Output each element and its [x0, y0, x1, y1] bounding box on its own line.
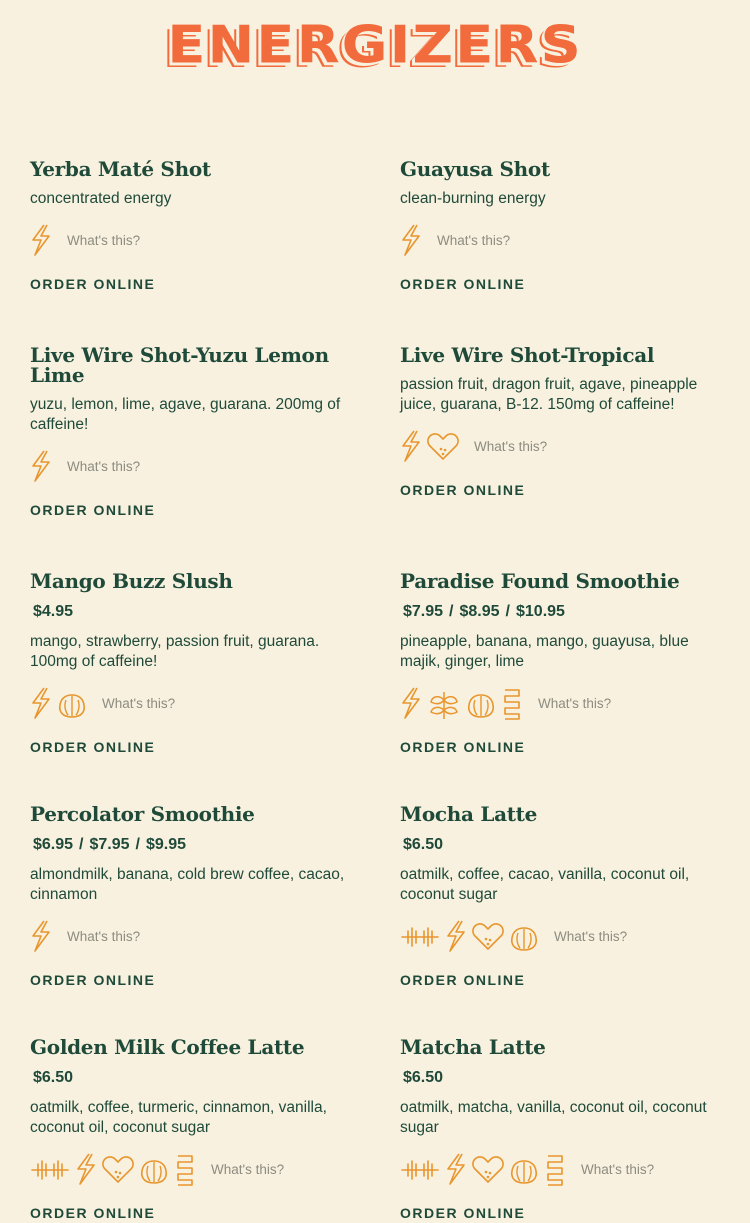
menu-item — [30, 159, 360, 294]
brain-icon — [139, 1152, 169, 1186]
item-description: almondmilk, banana, cold brew coffee, cacao, cinnamon — [30, 866, 345, 903]
price-separator: / — [135, 836, 140, 853]
item-description: oatmilk, coffee, turmeric, cinnamon, vanilla, coconut oil, coconut sugar — [30, 1099, 327, 1136]
capsule-icon — [472, 919, 504, 953]
item-description: concentrated energy — [30, 190, 172, 207]
item-description: passion fruit, dragon fruit, agave, pineapple juice, guarana, B-12. 150mg of caffeine! — [400, 376, 698, 413]
brain-icon — [466, 686, 496, 720]
order-online-link[interactable]: ORDER ONLINE — [400, 1205, 526, 1221]
bolt-icon — [30, 919, 52, 953]
menu-item — [30, 345, 360, 520]
capsule-icon — [427, 429, 459, 463]
item-description: yuzu, lemon, lime, agave, guarana. 200mg of caffeine! — [30, 396, 341, 433]
bolt-icon — [445, 919, 467, 953]
item-attribute-icons — [30, 686, 360, 720]
order-online-link[interactable]: ORDER ONLINE — [400, 482, 526, 498]
order-online-link[interactable]: ORDER ONLINE — [30, 972, 156, 988]
price-value: $7.95 — [403, 603, 444, 620]
whats-this-link[interactable]: What's this? — [437, 232, 511, 248]
brain-icon — [57, 686, 87, 720]
item-name: Paradise Found Smoothie — [400, 569, 680, 593]
menu-item — [400, 1037, 730, 1223]
item-price — [30, 835, 360, 855]
capsule-icon — [102, 1152, 134, 1186]
item-price — [30, 1068, 360, 1088]
item-attribute-icons — [30, 223, 360, 257]
item-attribute-icons — [400, 429, 730, 463]
gut-icon — [174, 1152, 196, 1186]
item-price — [30, 602, 360, 622]
price-value: $10.95 — [516, 603, 565, 620]
whats-this-link[interactable]: What's this? — [67, 928, 141, 944]
price-value: $6.50 — [403, 1069, 444, 1086]
bolt-icon — [400, 429, 422, 463]
bolt-icon — [400, 686, 422, 720]
capsule-icon — [472, 1152, 504, 1186]
dumbbell-icon — [400, 919, 440, 953]
item-description: clean-burning energy — [400, 190, 546, 207]
price-value: $8.95 — [459, 603, 500, 620]
item-name: Live Wire Shot-Yuzu Lemon Lime — [30, 343, 329, 387]
menu-item — [400, 571, 730, 757]
gut-icon — [501, 686, 523, 720]
dumbbell-icon — [30, 1152, 70, 1186]
page-title: ENERGIZERS — [167, 15, 583, 76]
item-attribute-icons — [400, 686, 730, 720]
whats-this-link[interactable]: What's this? — [102, 695, 176, 711]
menu-item — [400, 345, 730, 500]
price-separator: / — [449, 603, 454, 620]
item-name: Golden Milk Coffee Latte — [30, 1035, 305, 1059]
leaf-icon — [427, 686, 461, 720]
bolt-icon — [400, 223, 422, 257]
price-value: $6.50 — [403, 836, 444, 853]
item-name: Guayusa Shot — [400, 157, 550, 181]
item-description: pineapple, banana, mango, guayusa, blue majik, ginger, lime — [400, 633, 689, 670]
item-description: oatmilk, matcha, vanilla, coconut oil, coconut sugar — [400, 1099, 707, 1136]
menu-item — [30, 804, 360, 990]
bolt-icon — [30, 686, 52, 720]
item-description: mango, strawberry, passion fruit, guarana. 100mg of caffeine! — [30, 633, 320, 670]
bolt-icon — [30, 223, 52, 257]
menu-item — [30, 571, 360, 757]
whats-this-link[interactable]: What's this? — [67, 232, 141, 248]
whats-this-link[interactable]: What's this? — [581, 1161, 655, 1177]
order-online-link[interactable]: ORDER ONLINE — [400, 739, 526, 755]
dumbbell-icon — [400, 1152, 440, 1186]
price-value: $4.95 — [33, 603, 74, 620]
price-separator: / — [505, 603, 510, 620]
order-online-link[interactable]: ORDER ONLINE — [30, 1205, 156, 1221]
item-attribute-icons — [30, 919, 360, 953]
menu-item — [400, 804, 730, 990]
item-price — [400, 835, 730, 855]
item-name: Mocha Latte — [400, 802, 538, 826]
price-value: $6.50 — [33, 1069, 74, 1086]
order-online-link[interactable]: ORDER ONLINE — [400, 972, 526, 988]
price-separator: / — [79, 836, 84, 853]
bolt-icon — [445, 1152, 467, 1186]
brain-icon — [509, 1152, 539, 1186]
price-value: $6.95 — [33, 836, 74, 853]
whats-this-link[interactable]: What's this? — [67, 458, 141, 474]
item-price — [400, 1068, 730, 1088]
item-name: Matcha Latte — [400, 1035, 546, 1059]
gut-icon — [544, 1152, 566, 1186]
item-attribute-icons — [30, 449, 360, 483]
item-description: oatmilk, coffee, cacao, vanilla, coconut oil, coconut sugar — [400, 866, 690, 903]
bolt-icon — [75, 1152, 97, 1186]
item-price — [400, 602, 730, 622]
order-online-link[interactable]: ORDER ONLINE — [30, 739, 156, 755]
item-name: Yerba Maté Shot — [30, 157, 211, 181]
item-attribute-icons — [400, 1152, 730, 1186]
order-online-link[interactable]: ORDER ONLINE — [30, 502, 156, 518]
menu-item — [30, 1037, 360, 1223]
order-online-link[interactable]: ORDER ONLINE — [30, 276, 156, 292]
whats-this-link[interactable]: What's this? — [538, 695, 612, 711]
whats-this-link[interactable]: What's this? — [211, 1161, 285, 1177]
item-name: Percolator Smoothie — [30, 802, 255, 826]
item-attribute-icons — [400, 223, 730, 257]
brain-icon — [509, 919, 539, 953]
item-attribute-icons — [400, 919, 730, 953]
bolt-icon — [30, 449, 52, 483]
price-value: $7.95 — [89, 836, 130, 853]
menu-item — [400, 159, 730, 294]
price-value: $9.95 — [146, 836, 187, 853]
item-name: Mango Buzz Slush — [30, 569, 233, 593]
whats-this-link[interactable]: What's this? — [554, 928, 628, 944]
item-attribute-icons — [30, 1152, 360, 1186]
order-online-link[interactable]: ORDER ONLINE — [400, 276, 526, 292]
whats-this-link[interactable]: What's this? — [474, 438, 548, 454]
item-name: Live Wire Shot-Tropical — [400, 343, 655, 367]
